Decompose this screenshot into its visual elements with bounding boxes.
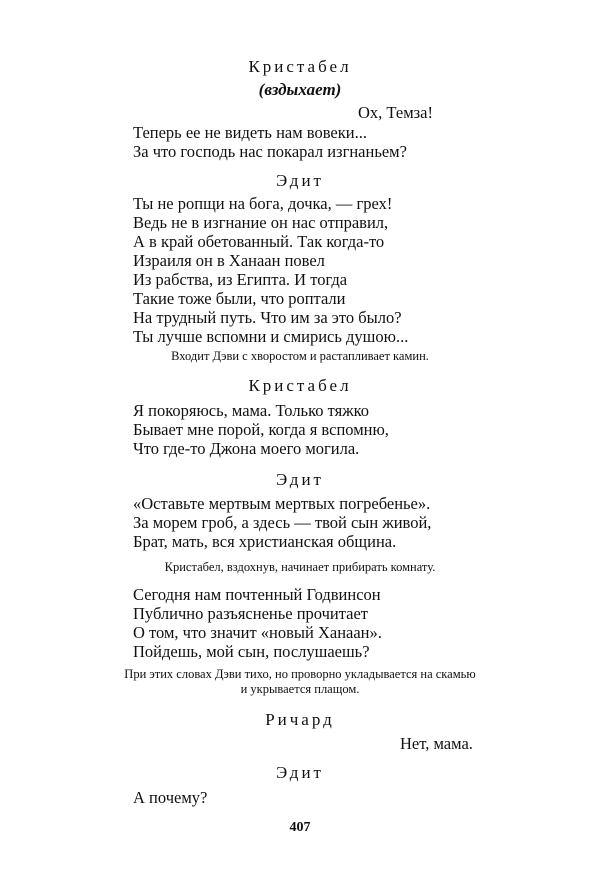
verse-reply: Нет, мама. bbox=[400, 734, 473, 753]
verse-line: За морем гроб, а здесь — твой сын живой, bbox=[133, 513, 432, 532]
speaker-name: Ричард bbox=[265, 710, 335, 729]
verse-line: А почему? bbox=[133, 788, 208, 807]
verse-line: «Оставьте мертвым мертвых погребенье». bbox=[133, 494, 431, 513]
speaker-name: Эдит bbox=[276, 763, 324, 782]
verse-block bbox=[133, 401, 389, 458]
verse-line: О том, что значит «новый Ханаан». bbox=[133, 623, 382, 642]
verse-line: Бывает мне порой, когда я вспомню, bbox=[133, 420, 389, 439]
speaker-name: Эдит bbox=[276, 171, 324, 190]
verse-block bbox=[133, 788, 207, 807]
verse-line: Израиля он в Ханаан повел bbox=[133, 251, 325, 270]
verse-reply: Ох, Темза! bbox=[358, 103, 433, 122]
verse-line: Пойдешь, мой сын, послушаешь? bbox=[133, 642, 370, 661]
verse-block bbox=[133, 123, 407, 161]
verse-line: Я покоряюсь, мама. Только тяжко bbox=[133, 401, 370, 420]
verse-line: Теперь ее не видеть нам вовеки... bbox=[133, 123, 367, 142]
stage-aside: (вздыхает) bbox=[258, 80, 342, 99]
verse-line: Ведь не в изгнание он нас отправил, bbox=[133, 213, 389, 232]
stage-direction: Кристабел, вздохнув, начинает прибирать комнату. bbox=[164, 560, 436, 574]
verse-block bbox=[133, 494, 431, 551]
stage-line: и укрывается плащом. bbox=[240, 682, 360, 696]
verse-line: А в край обетованный. Так когда-то bbox=[133, 232, 385, 251]
verse-line: За что господь нас покарал изгнаньем? bbox=[133, 142, 407, 161]
verse-line: Сегодня нам почтенный Годвинсон bbox=[133, 585, 381, 604]
verse-line: Из рабства, из Египта. И тогда bbox=[133, 270, 348, 289]
stage-direction: Входит Дэви с хворостом и растапливает камин. bbox=[171, 349, 429, 363]
speaker-name: Кристабел bbox=[248, 57, 352, 76]
page-number: 407 bbox=[289, 820, 311, 835]
speaker-name: Эдит bbox=[276, 470, 324, 489]
verse-line: Публично разъясненье прочитает bbox=[133, 604, 369, 623]
stage-direction bbox=[0, 667, 600, 697]
verse-block bbox=[133, 585, 382, 661]
verse-line: Такие тоже были, что роптали bbox=[133, 289, 346, 308]
verse-block bbox=[133, 194, 408, 346]
verse-line: На трудный путь. Что им за это было? bbox=[133, 308, 402, 327]
stage-line: При этих словах Дэви тихо, но проворно укладывается на скамью bbox=[124, 667, 476, 681]
verse-line: Ты не ропщи на бога, дочка, — грех! bbox=[133, 194, 393, 213]
verse-line: Ты лучше вспомни и смирись душою... bbox=[133, 327, 409, 346]
verse-line: Брат, мать, вся христианская община. bbox=[133, 532, 397, 551]
speaker-name: Кристабел bbox=[248, 376, 352, 395]
verse-line: Что где-то Джона моего могила. bbox=[133, 439, 360, 458]
